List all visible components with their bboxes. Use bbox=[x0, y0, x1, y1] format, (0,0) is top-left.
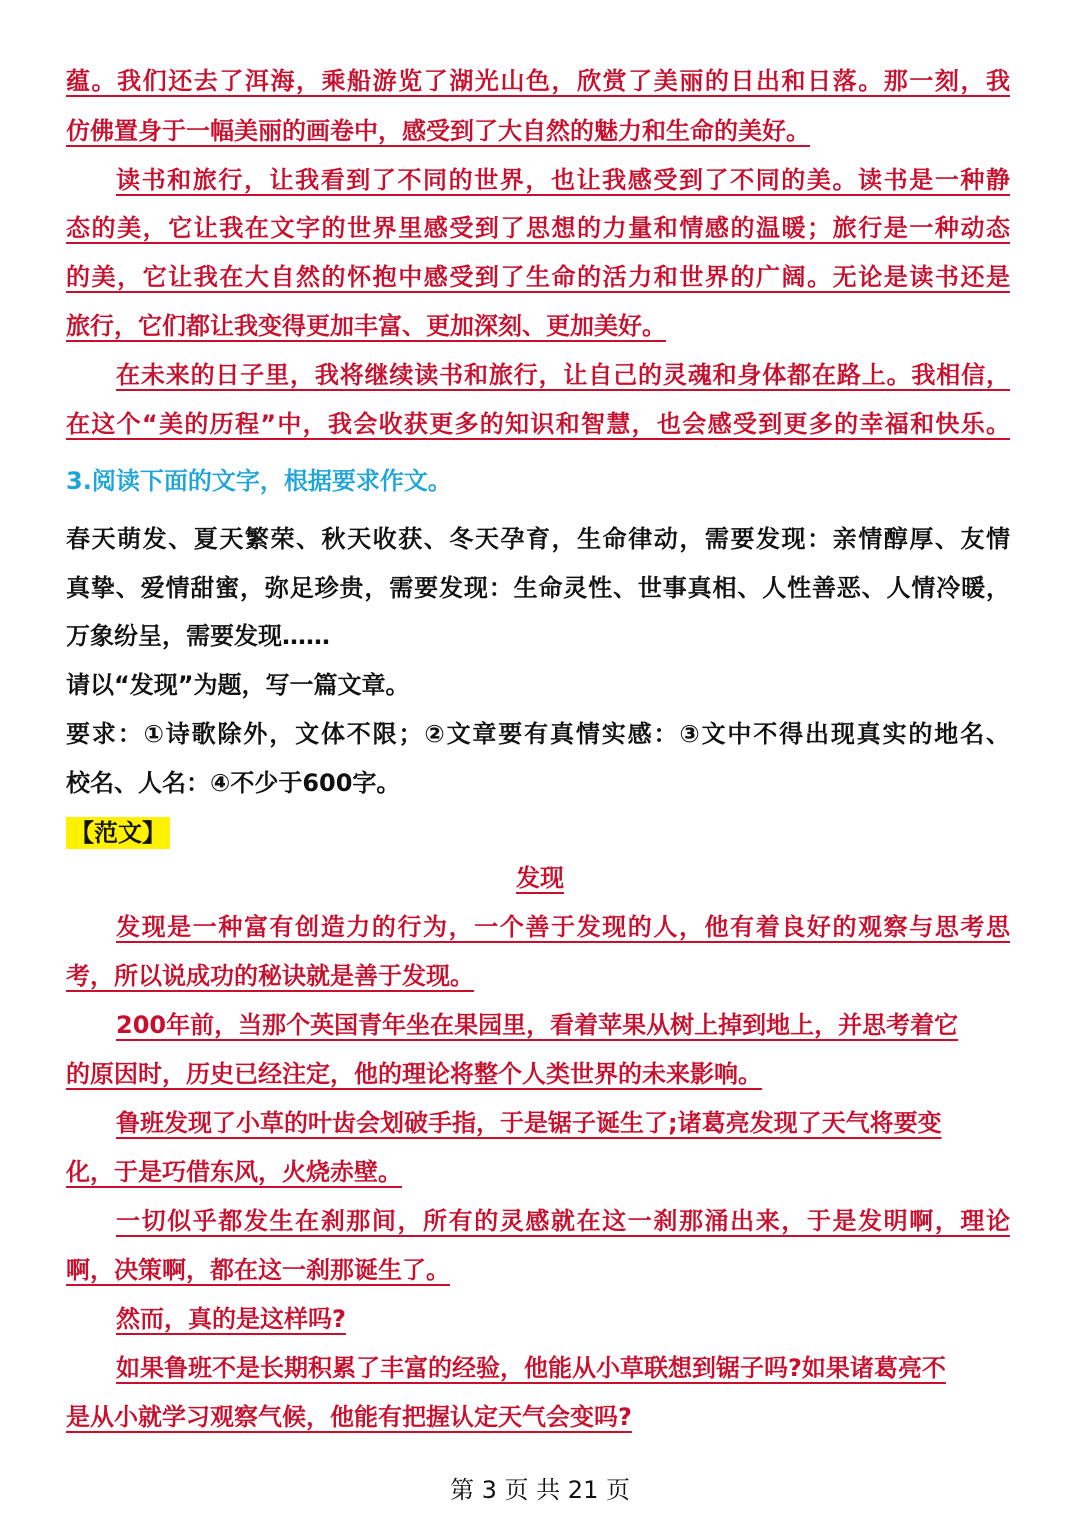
essay1-line: 仿佛置身于一幅美丽的画卷中，感受到了大自然的魅力和生命的美好。 bbox=[66, 117, 810, 145]
model-essay-line: 化，于是巧借东风，火烧赤壁。 bbox=[66, 1158, 402, 1186]
model-essay-line: 一切似乎都发生在刹那间，所有的灵感就在这一刹那涌出来，于是发明啊，理论 bbox=[116, 1207, 1010, 1235]
question-requirements: 要求：①诗歌除外，文体不限；②文章要有真情实感：③文中不得出现真实的地名、 bbox=[66, 720, 1010, 748]
question-requirements: 校名、人名：④不少于600字。 bbox=[66, 769, 401, 797]
model-essay-title: 发现 bbox=[516, 864, 564, 892]
essay1-line: 读书和旅行，让我看到了不同的世界，也让我感受到了不同的美。读书是一种静 bbox=[116, 166, 1010, 194]
essay1-line: 在这个“美的历程”中，我会收获更多的知识和智慧，也会感受到更多的幸福和快乐。 bbox=[66, 410, 1010, 438]
essay1-line: 的美，它让我在大自然的怀抱中感受到了生命的活力和世界的广阔。无论是读书还是 bbox=[66, 263, 1010, 291]
page-number: 第 3 页 共 21 页 bbox=[450, 1476, 630, 1504]
model-essay-line: 发现是一种富有创造力的行为，一个善于发现的人，他有着良好的观察与思考思 bbox=[116, 913, 1010, 941]
question-line: 真挚、爱情甜蜜，弥足珍贵，需要发现：生命灵性、世事真相、人性善恶、人情冷暖， bbox=[66, 574, 1010, 602]
model-essay-line: 的原因时，历史已经注定，他的理论将整个人类世界的未来影响。 bbox=[66, 1060, 762, 1088]
model-essay-line: 是从小就学习观察气候，他能有把握认定天气会变吗? bbox=[66, 1403, 632, 1431]
model-essay-line: 啊，决策啊，都在这一刹那诞生了。 bbox=[66, 1256, 450, 1284]
model-essay-line: 考，所以说成功的秘诀就是善于发现。 bbox=[66, 962, 474, 990]
model-essay-line: 200年前，当那个英国青年坐在果园里，看着苹果从树上掉到地上，并思考着它 bbox=[116, 1011, 959, 1039]
essay1-line: 在未来的日子里，我将继续读书和旅行，让自己的灵魂和身体都在路上。我相信， bbox=[116, 361, 1010, 389]
question-heading: 3.阅读下面的文字，根据要求作文。 bbox=[66, 467, 452, 495]
essay1-line: 蕴。我们还去了洱海，乘船游览了湖光山色，欣赏了美丽的日出和日落。那一刻，我 bbox=[66, 67, 1010, 95]
essay1-line: 旅行，它们都让我变得更加丰富、更加深刻、更加美好。 bbox=[66, 312, 666, 340]
model-essay-line: 然而，真的是这样吗? bbox=[116, 1305, 346, 1333]
model-essay-line: 鲁班发现了小草的叶齿会划破手指，于是锯子诞生了;诸葛亮发现了天气将要变 bbox=[116, 1109, 942, 1137]
essay1-line: 态的美，它让我在文字的世界里感受到了思想的力量和情感的温暖；旅行是一种动态 bbox=[66, 214, 1010, 242]
question-prompt: 请以“发现”为题，写一篇文章。 bbox=[66, 671, 410, 699]
model-essay-tag: 【范文】 bbox=[66, 818, 170, 848]
question-line: 春天萌发、夏天繁荣、秋天收获、冬天孕育，生命律动，需要发现：亲情醇厚、友情 bbox=[66, 525, 1010, 553]
question-line: 万象纷呈，需要发现…… bbox=[66, 622, 330, 650]
model-essay-line: 如果鲁班不是长期积累了丰富的经验，他能从小草联想到锯子吗?如果诸葛亮不 bbox=[116, 1354, 946, 1382]
